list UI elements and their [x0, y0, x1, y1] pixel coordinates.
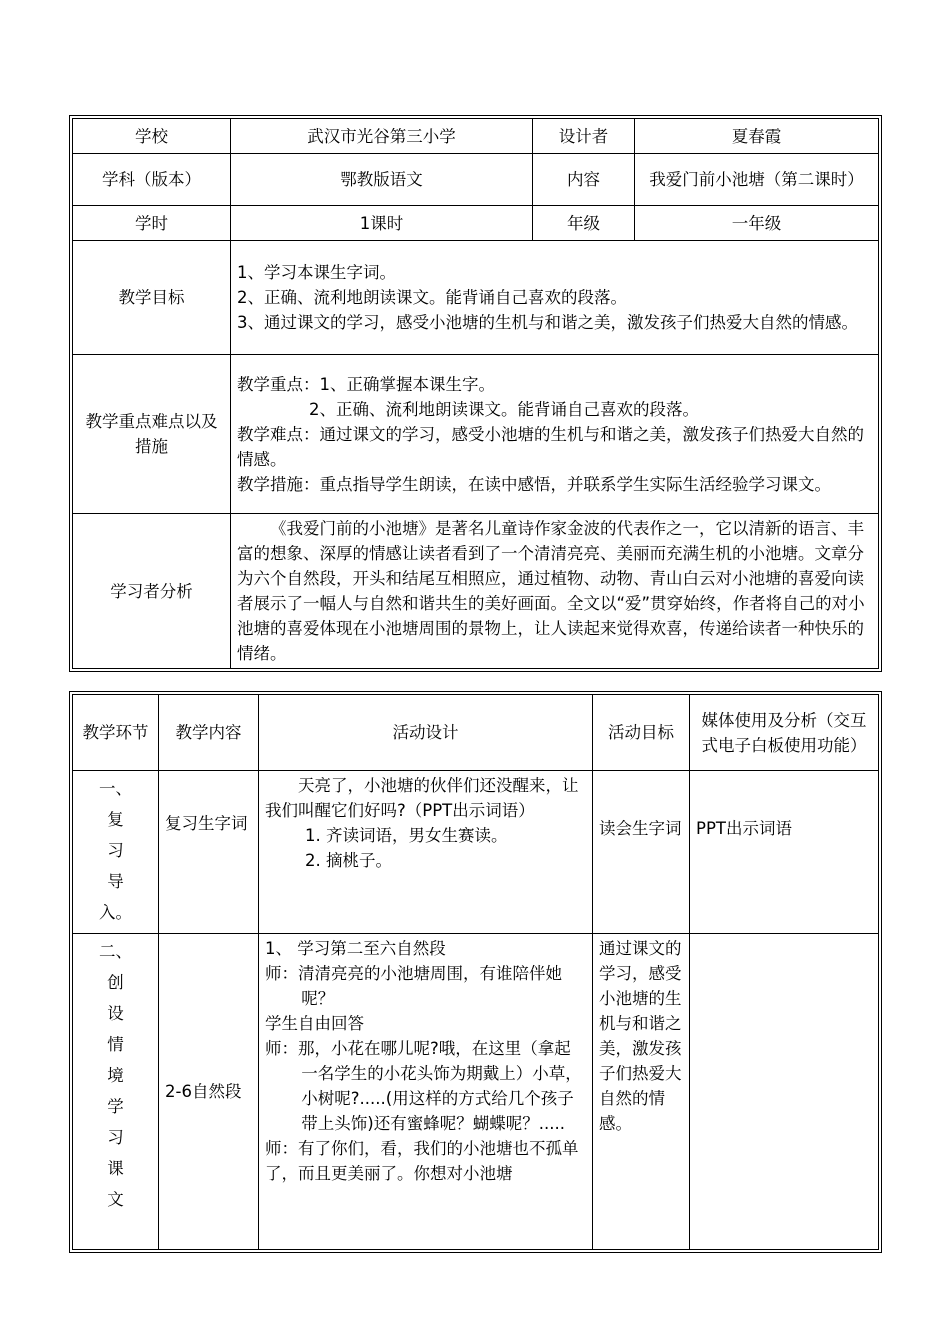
header-stage: 教学环节 [73, 695, 159, 771]
designer-value: 夏春霞 [635, 119, 879, 154]
stage-char: 二、 [99, 942, 132, 961]
content-scenario: 2-6自然段 [159, 934, 259, 1250]
difficulty-text: 教学难点：通过课文的学习，感受小池塘的生机与和谐之美，激发孩子们热爱大自然的情感。 [237, 424, 864, 469]
goals-label: 教学目标 [73, 241, 231, 355]
activity-scenario [259, 934, 593, 1250]
key-label: 教学重点难点以及措施 [73, 355, 231, 514]
goal-item: 3、通过课文的学习，感受小池塘的生机与和谐之美，激发孩子们热爱大自然的情感。 [237, 313, 858, 332]
goals-cell [231, 241, 879, 355]
subject-label: 学科（版本） [73, 154, 231, 206]
key-cell [231, 355, 879, 514]
grade-label: 年级 [533, 206, 635, 241]
learner-text: 《我爱门前的小池塘》是著名儿童诗作家金波的代表作之一，它以清新的语言、丰富的想象、深厚的情感让读者看到了一个清清亮亮、美丽而充满生机的小池塘。文章分为六个自然段，开头和结尾互相照应，通过植物、动物、青山白云对小池塘的喜爱向读者展示了一幅人与自然和谐共生的美好画面。全文以“爱”贯穿始终，作者将自己的对小池塘的喜爱体现在小池塘周围的景物上，让人读起来觉得欢喜，传递给读者一种快乐的情绪。 [231, 514, 879, 669]
stage-char: 情 [107, 1035, 124, 1054]
measures-text: 教学措施：重点指导学生朗读，在读中感悟，并联系学生实际生活经验学习课文。 [237, 474, 831, 494]
lesson-info-table [72, 118, 879, 669]
content-value: 我爱门前小池塘（第二课时） [635, 154, 879, 206]
key-point-1: 教学重点：1、正确掌握本课生字。 [237, 374, 495, 394]
goal-review: 读会生字词 [593, 771, 690, 934]
period-value: 1课时 [231, 206, 533, 241]
activity-line: 师：那，小花在哪儿呢?哦，在这里（拿起一名学生的小花头饰为期戴上）小草，小树呢?.....(用这样的方式给几个孩子带上头饰)还有蜜蜂呢？蝴蝶呢？..... [265, 1039, 582, 1133]
subject-value: 鄂教版语文 [231, 154, 533, 206]
content-label: 内容 [533, 154, 635, 206]
stage-scenario [73, 934, 159, 1250]
stage-char: 习 [107, 841, 124, 860]
stage-char: 一、 [99, 779, 132, 798]
stage-char: 习 [107, 1128, 124, 1147]
process-table [72, 694, 879, 1250]
activity-line: 1、 学习第二至六自然段 [265, 939, 446, 958]
stage-char: 学 [107, 1097, 124, 1116]
learner-label: 学习者分析 [73, 514, 231, 669]
stage-char: 创 [107, 973, 124, 992]
activity-item: 1. 齐读词语，男女生赛读。 [305, 826, 508, 845]
stage-char: 课 [107, 1159, 124, 1178]
grade-value: 一年级 [635, 206, 879, 241]
stage-char: 导 [107, 872, 124, 891]
stage-review [73, 771, 159, 934]
period-label: 学时 [73, 206, 231, 241]
media-review: PPT出示词语 [690, 771, 879, 934]
stage-char: 入。 [99, 903, 132, 922]
stage-char: 设 [107, 1004, 124, 1023]
header-content: 教学内容 [159, 695, 259, 771]
stage-char: 文 [107, 1190, 124, 1209]
activity-line: 师：清清亮亮的小池塘周围，有谁陪伴她呢？ [265, 964, 562, 1008]
goal-item: 2、正确、流利地朗读课文。能背诵自己喜欢的段落。 [237, 288, 627, 307]
goal-item: 1、学习本课生字词。 [237, 263, 396, 282]
stage-char: 复 [107, 810, 124, 829]
goal-scenario: 通过课文的学习，感受小池塘的生机与和谐之美，激发孩子们热爱大自然的情感。 [593, 934, 690, 1250]
activity-item: 2. 摘桃子。 [305, 851, 392, 870]
header-media: 媒体使用及分析（交互式电子白板使用功能） [690, 695, 879, 771]
key-point-2: 2、正确、流利地朗读课文。能背诵自己喜欢的段落。 [309, 399, 699, 419]
school-value: 武汉市光谷第三小学 [231, 119, 533, 154]
activity-intro: 天亮了，小池塘的伙伴们还没醒来，让我们叫醒它们好吗?（PPT出示词语） [265, 776, 579, 820]
school-label: 学校 [73, 119, 231, 154]
header-activity: 活动设计 [259, 695, 593, 771]
activity-line: 师：有了你们，看，我们的小池塘也不孤单了，而且更美丽了。你想对小池塘 [265, 1139, 579, 1183]
stage-char: 境 [107, 1066, 124, 1085]
media-scenario [690, 934, 879, 1250]
designer-label: 设计者 [533, 119, 635, 154]
activity-review [259, 771, 593, 934]
activity-line: 学生自由回答 [265, 1014, 364, 1033]
header-goal: 活动目标 [593, 695, 690, 771]
content-review: 复习生字词 [159, 771, 259, 934]
